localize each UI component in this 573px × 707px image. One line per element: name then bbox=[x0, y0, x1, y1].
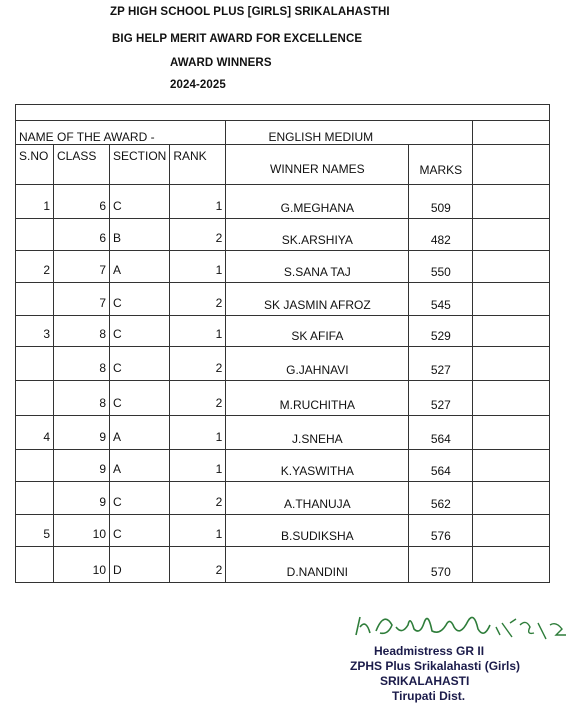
table-row bbox=[16, 283, 550, 316]
col-winner-names: WINNER NAMES bbox=[226, 145, 409, 185]
cell-winner-name: SK JASMIN AFROZ bbox=[226, 283, 409, 316]
award-name-value: ENGLISH MEDIUM bbox=[226, 121, 473, 145]
cell-rank: 2 bbox=[170, 219, 226, 251]
cell-marks: 570 bbox=[409, 547, 473, 583]
cell-class: 8 bbox=[54, 316, 110, 347]
cell-rank: 2 bbox=[170, 547, 226, 583]
table-row bbox=[16, 251, 550, 283]
stamp-district: Tirupati Dist. bbox=[392, 689, 466, 703]
cell-winner-name: G.JAHNAVI bbox=[226, 347, 409, 381]
table-row bbox=[16, 515, 550, 547]
cell-class: 8 bbox=[54, 347, 110, 381]
cell-section: C bbox=[110, 316, 170, 347]
cell-sno bbox=[16, 283, 54, 316]
table-row bbox=[16, 381, 550, 416]
cell-empty bbox=[473, 381, 550, 416]
academic-year: 2024-2025 bbox=[170, 79, 226, 91]
cell-marks: 509 bbox=[409, 185, 473, 219]
cell-marks: 576 bbox=[409, 515, 473, 547]
cell-winner-name: SK AFIFA bbox=[226, 316, 409, 347]
cell-class: 9 bbox=[54, 416, 110, 450]
cell-rank: 1 bbox=[170, 416, 226, 450]
cell-section: C bbox=[110, 283, 170, 316]
school-name: ZP HIGH SCHOOL PLUS [GIRLS] SRIKALAHASTHI bbox=[110, 6, 390, 18]
cell-marks: 564 bbox=[409, 450, 473, 482]
col-sno: S.NO bbox=[16, 145, 54, 185]
cell-marks: 529 bbox=[409, 316, 473, 347]
col-rank: RANK bbox=[170, 145, 226, 185]
cell-empty bbox=[473, 547, 550, 583]
cell-class: 7 bbox=[54, 283, 110, 316]
cell-sno bbox=[16, 547, 54, 583]
cell-section: D bbox=[110, 547, 170, 583]
cell-empty bbox=[473, 316, 550, 347]
signature-stroke bbox=[356, 617, 490, 635]
award-title: BIG HELP MERIT AWARD FOR EXCELLENCE bbox=[112, 33, 363, 45]
award-subtitle: AWARD WINNERS bbox=[170, 57, 272, 69]
cell-section: C bbox=[110, 185, 170, 219]
cell-rank: 1 bbox=[170, 316, 226, 347]
cell-section: C bbox=[110, 515, 170, 547]
cell-sno bbox=[16, 450, 54, 482]
cell-section: A bbox=[110, 416, 170, 450]
table-row bbox=[16, 482, 550, 515]
cell-winner-name: A.THANUJA bbox=[226, 482, 409, 515]
cell-marks: 545 bbox=[409, 283, 473, 316]
cell-winner-name: S.SANA TAJ bbox=[226, 251, 409, 283]
headmistress-title: Headmistress GR II bbox=[374, 644, 485, 658]
cell-sno bbox=[16, 482, 54, 515]
table-row bbox=[16, 416, 550, 450]
cell-sno: 2 bbox=[16, 251, 54, 283]
cell-marks: 564 bbox=[409, 416, 473, 450]
cell-marks: 482 bbox=[409, 219, 473, 251]
cell-class: 8 bbox=[54, 381, 110, 416]
cell-winner-name: D.NANDINI bbox=[226, 547, 409, 583]
table-row bbox=[16, 219, 550, 251]
cell-empty bbox=[473, 482, 550, 515]
cell-marks: 527 bbox=[409, 347, 473, 381]
cell-rank: 2 bbox=[170, 283, 226, 316]
cell-sno bbox=[16, 381, 54, 416]
award-name-row bbox=[16, 121, 550, 145]
column-header-row bbox=[16, 145, 550, 185]
school-stamp-name: ZPHS Plus Srikalahasti (Girls) bbox=[350, 659, 521, 673]
cell-winner-name: SK.ARSHIYA bbox=[226, 219, 409, 251]
cell-empty bbox=[473, 416, 550, 450]
award-winners-table bbox=[15, 104, 550, 583]
cell-empty bbox=[473, 251, 550, 283]
cell-class: 9 bbox=[54, 482, 110, 515]
cell-winner-name: M.RUCHITHA bbox=[226, 381, 409, 416]
table-row bbox=[16, 547, 550, 583]
cell-rank: 2 bbox=[170, 482, 226, 515]
cell-winner-name: K.YASWITHA bbox=[226, 450, 409, 482]
cell-rank: 1 bbox=[170, 185, 226, 219]
signature bbox=[350, 605, 573, 645]
signature-date-stroke bbox=[496, 619, 566, 639]
cell-winner-name: J.SNEHA bbox=[226, 416, 409, 450]
cell-class: 9 bbox=[54, 450, 110, 482]
cell-section: C bbox=[110, 347, 170, 381]
cell-section: B bbox=[110, 219, 170, 251]
cell-rank: 1 bbox=[170, 515, 226, 547]
cell-class: 10 bbox=[54, 515, 110, 547]
cell-rank: 1 bbox=[170, 450, 226, 482]
table-row bbox=[16, 316, 550, 347]
cell-sno: 3 bbox=[16, 316, 54, 347]
col-marks: MARKS bbox=[409, 145, 473, 185]
table-row bbox=[16, 450, 550, 482]
cell-rank: 2 bbox=[170, 381, 226, 416]
table-top-row bbox=[16, 105, 550, 121]
cell-section: A bbox=[110, 251, 170, 283]
cell-section: C bbox=[110, 381, 170, 416]
cell-rank: 1 bbox=[170, 251, 226, 283]
cell-rank: 2 bbox=[170, 347, 226, 381]
col-class: CLASS bbox=[54, 145, 110, 185]
cell-empty bbox=[473, 283, 550, 316]
cell-winner-name: B.SUDIKSHA bbox=[226, 515, 409, 547]
cell-sno: 5 bbox=[16, 515, 54, 547]
cell-section: C bbox=[110, 482, 170, 515]
cell-class: 10 bbox=[54, 547, 110, 583]
cell-class: 6 bbox=[54, 219, 110, 251]
table-row bbox=[16, 347, 550, 381]
cell-empty bbox=[473, 219, 550, 251]
cell-empty bbox=[473, 185, 550, 219]
cell-empty bbox=[473, 450, 550, 482]
table-row bbox=[16, 185, 550, 219]
col-section: SECTION bbox=[110, 145, 170, 185]
cell-class: 6 bbox=[54, 185, 110, 219]
cell-marks: 550 bbox=[409, 251, 473, 283]
stamp-town: SRIKALAHASTI bbox=[380, 674, 470, 688]
cell-sno: 4 bbox=[16, 416, 54, 450]
cell-sno bbox=[16, 219, 54, 251]
cell-empty bbox=[473, 347, 550, 381]
cell-sno bbox=[16, 347, 54, 381]
cell-marks: 527 bbox=[409, 381, 473, 416]
cell-empty bbox=[473, 515, 550, 547]
cell-marks: 562 bbox=[409, 482, 473, 515]
cell-sno: 1 bbox=[16, 185, 54, 219]
cell-section: A bbox=[110, 450, 170, 482]
table-body bbox=[16, 185, 550, 583]
cell-winner-name: G.MEGHANA bbox=[226, 185, 409, 219]
cell-class: 7 bbox=[54, 251, 110, 283]
award-name-label: NAME OF THE AWARD - bbox=[16, 121, 226, 145]
